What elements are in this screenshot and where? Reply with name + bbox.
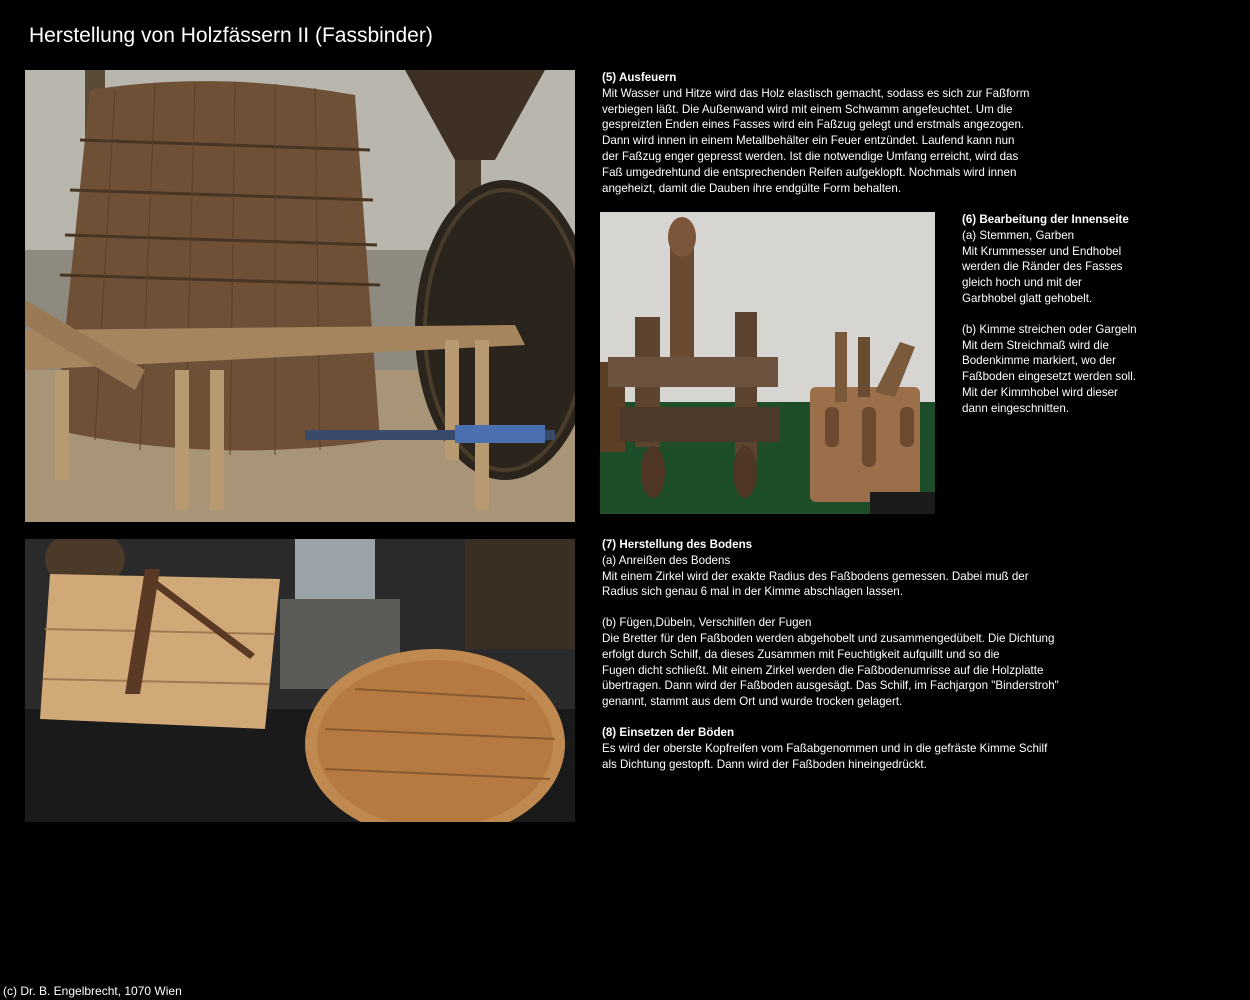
section-6-body-a: Mit Krummesser und Endhobel werden die Ränder des Fasses gleich hoch und mit der Garbhobel glatt gehobelt.	[962, 244, 1123, 305]
section-6-sub-a: (a) Stemmen, Garben	[962, 228, 1075, 242]
section-7-body-b: Die Bretter für den Faßboden werden abgehobelt und zusammengedübelt. Die Dichtung erfolgt durch Schilf, da dieses Zusammen mit Feuchtigkeit aufquillt und so die Fugen dicht schließt. Mit einem Zirkel werden die Faßbodenumrisse auf die Holzplatte übertragen. Dann wird der Faßboden ausgesägt. Das Schilf, im Fachjargon "Binderstroh" genannt, stammt aus dem Ort und wurde trocken gelagert.	[602, 631, 1059, 709]
section-5-heading: (5) Ausfeuern	[602, 71, 677, 84]
section-5-text	[602, 70, 1072, 196]
section-8-body: Es wird der oberste Kopfreifen vom Faßabgenommen und in die gefräste Kimme Schilf als Dichtung gestopft. Dann wird der Faßboden hineingedrückt.	[602, 741, 1048, 771]
section-5-body: Mit Wasser und Hitze wird das Holz elastisch gemacht, sodass es sich zur Faßform verbiegen läßt. Die Außenwand wird mit einem Schwamm angefeuchtet. Um die gespreizten Enden eines Fasses wird ein Faßzug gelegt und erstmals angezogen. Dann wird innen in einem Metallbehälter ein Feuer entzündet. Laufend kann nun der Faßzug enger gepresst werden. Ist die notwendige Umfang erreicht, wird das Faß umgedrehtund die entsprechenden Reifen aufgeklopft. Nochmals wird innen angeheizt, damit die Dauben ihre endgülte Form behalten.	[602, 86, 1030, 195]
section-7-heading: (7) Herstellung des Bodens	[602, 538, 753, 551]
section-6-body-b: Mit dem Streichmaß wird die Bodenkimme markiert, wo der Faßboden eingesetzt werden soll. Mit der Kimmhobel wird dieser dann eingeschnitten.	[962, 338, 1137, 415]
photo-barrel-firing[interactable]	[25, 70, 575, 522]
page-title: Herstellung von Holzfässern II (Fassbinder)	[29, 24, 433, 47]
section-7-sub-a: (a) Anreißen des Bodens	[602, 553, 731, 567]
photo-cask-bottom[interactable]	[25, 539, 575, 822]
section-6-text	[962, 212, 1247, 417]
section-8-heading: (8) Einsetzen der Böden	[602, 725, 735, 739]
section-6-heading: (6) Bearbeitung der Innenseite	[962, 213, 1129, 226]
section-7-body-a: Mit einem Zirkel wird der exakte Radius des Faßbodens gemessen. Dabei muß der Radius sich genau 6 mal in der Kimme abschlagen lassen.	[602, 569, 1029, 599]
photo-clamp-tools[interactable]	[600, 212, 935, 514]
copyright-footer: (c) Dr. B. Engelbrecht, 1070 Wien	[3, 984, 182, 998]
section-6-sub-b: (b) Kimme streichen oder Gargeln	[962, 322, 1137, 336]
section-7-sub-b: (b) Fügen,Dübeln, Verschilfen der Fugen	[602, 616, 812, 630]
section-7-8-text	[602, 537, 1102, 772]
